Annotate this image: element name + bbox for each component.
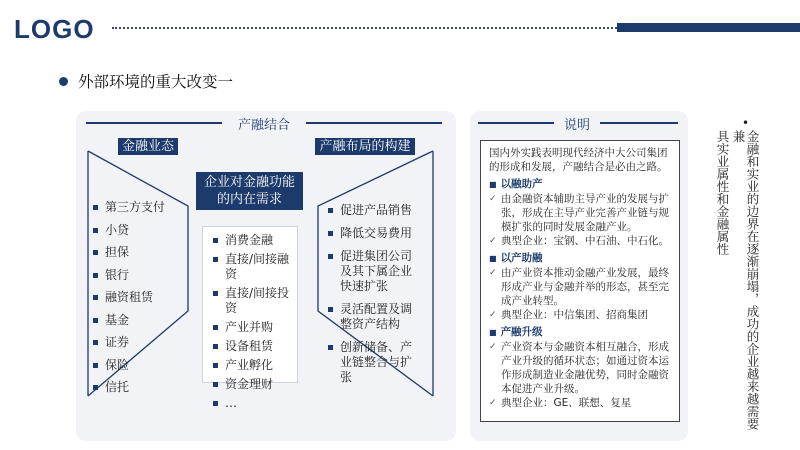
group-heading: ■ 以产助融: [489, 251, 672, 266]
center-item: …: [213, 396, 297, 411]
side-note-line2: 具实业属性和金融属性: [715, 130, 730, 255]
finance-item: 基金: [93, 313, 173, 328]
finance-item: 融资租赁: [93, 290, 173, 305]
center-item: 直接/间接融资: [213, 252, 297, 282]
finance-item: 第三方支付: [93, 200, 173, 215]
finance-item: 小贷: [93, 223, 173, 238]
group-example: ✓ 典型企业：GE、联想、复星: [489, 396, 672, 410]
finance-item: 保险: [93, 358, 173, 373]
industry-item: 灵活配置及调整资产结构: [328, 302, 413, 332]
center-item: 设备租赁: [213, 339, 297, 354]
industry-item: 促进产品销售: [328, 203, 413, 218]
explanation-box: [480, 140, 680, 422]
logo: LOGO: [14, 14, 95, 44]
finance-item: 银行: [93, 268, 173, 283]
finance-item: 信托: [93, 380, 173, 395]
center-list-box: [202, 226, 298, 410]
header-accent-bar: [617, 23, 800, 32]
group-desc: ✓ 由产业资本推动金融产业发展，最终形成产业与金融并举的形态，甚至完成产业转型。: [489, 266, 672, 308]
finance-type-title: 金融业态: [118, 138, 178, 155]
group-example: ✓ 典型企业：中信集团、招商集团: [489, 308, 672, 322]
finance-item: 担保: [93, 245, 173, 260]
group-desc: ✓ 由金融资本辅助主导产业的发展与扩张，形成在主导产业完善产业链与规模扩张的同时发展金融产业。: [489, 192, 672, 234]
header-dotted-line: [112, 27, 617, 29]
industry-layout-list: [328, 203, 413, 385]
side-note-line1: 金融和实业的边界在逐渐崩塌，成功的企业越来越需要兼: [731, 130, 760, 430]
right-section-title: 说明: [554, 114, 600, 133]
center-item: 消费金融: [213, 233, 297, 248]
center-title-line1: 企业对金融功能: [203, 175, 295, 190]
side-note-bullet: •: [742, 116, 750, 130]
industry-layout-title: 产融布局的构建: [315, 138, 415, 155]
finance-item: 证券: [93, 335, 173, 350]
group-desc: ✓ 产业资本与金融资本相互融合，形成产业升级的循环状态；如通过资本运作形成制造业金融优势，同时金融资本促进产业升级。: [489, 340, 672, 396]
title-bullet-icon: [59, 77, 68, 86]
center-item: 产业并购: [213, 320, 297, 335]
left-section-title: 产融结合: [222, 114, 306, 133]
center-item: 产业孵化: [213, 358, 297, 373]
center-title-box: [196, 172, 303, 210]
industry-item: 降低交易费用: [328, 226, 413, 241]
page-title: 外部环境的重大改变一: [78, 73, 234, 91]
group-heading: ■ 以融助产: [489, 177, 672, 192]
center-item: 直接/间接投资: [213, 286, 297, 316]
center-item: 资金理财: [213, 377, 297, 392]
center-title-line2: 的内在需求: [216, 192, 282, 207]
intro-text: 国内外实践表明现代经济中大公司集团的形成和发展，产融结合是必由之路。: [489, 147, 668, 173]
group-example: ✓ 典型企业：宝钢、中石油、中石化。: [489, 234, 672, 248]
industry-item: 创新储备、产业链整合与扩张: [328, 340, 413, 385]
group-heading: ■ 产融升级: [489, 325, 672, 340]
industry-item: 促进集团公司及其下属企业快速扩张: [328, 249, 413, 294]
finance-type-list: [93, 200, 173, 395]
